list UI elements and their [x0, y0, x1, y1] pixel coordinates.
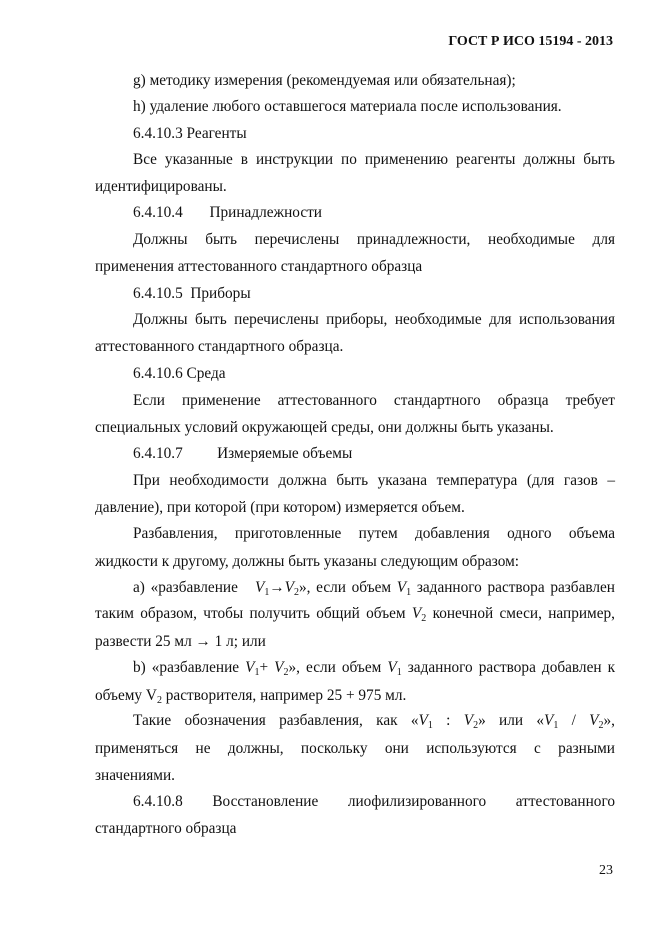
text-line	[95, 740, 615, 758]
text-line	[133, 311, 615, 329]
text-segment: 6.4.10.8 Восстановление лиофилизированного аттестованного	[133, 793, 615, 810]
subscript: 1	[396, 667, 402, 678]
subscript: 1	[427, 720, 433, 731]
variable: V	[589, 712, 599, 729]
text-segment: объему V	[95, 687, 157, 704]
text-segment: стандартного образца	[95, 820, 237, 837]
text-segment: заданного раствора разбавлен	[411, 579, 615, 596]
text-segment: »,	[603, 712, 616, 729]
text-segment: конечной смеси, например,	[426, 605, 615, 622]
text-segment: 6.4.10.5 Приборы	[133, 285, 251, 302]
text-segment: При необходимости должна быть указана температура (для газов –	[133, 472, 615, 489]
variable: V	[396, 579, 407, 596]
text-line	[95, 338, 615, 356]
text-segment: 6.4.10.3 Реагенты	[133, 125, 247, 142]
text-segment: аттестованного стандартного образца.	[95, 338, 344, 355]
subscript: 1	[406, 587, 412, 598]
text-line	[133, 98, 615, 116]
subscript: 2	[156, 695, 162, 706]
subscript: 1	[254, 667, 260, 678]
text-segment: », если объем	[288, 659, 388, 676]
text-segment: заданного раствора добавлен к	[401, 659, 616, 676]
subscript: 1	[553, 720, 559, 731]
text-line	[133, 204, 615, 222]
variable: V	[284, 579, 294, 596]
page-number: 23	[599, 863, 613, 878]
text-line	[95, 767, 615, 785]
text-segment: а) «разбавление	[133, 579, 255, 596]
document-header: ГОСТ Р ИСО 15194 - 2013	[448, 34, 613, 49]
text-line	[133, 472, 615, 490]
text-line	[95, 820, 615, 838]
text-segment: :	[432, 712, 464, 729]
text-segment: идентифицированы.	[95, 178, 227, 195]
text-segment: специальных условий окружающей среды, они должны быть указаны.	[95, 419, 554, 436]
text-segment: h) удаление любого оставшегося материала после использования.	[133, 98, 562, 115]
text-segment: Разбавления, приготовленные путем добавления одного объема	[133, 525, 615, 542]
text-line	[95, 605, 615, 623]
text-segment: →	[269, 579, 285, 596]
text-segment: +	[259, 659, 275, 676]
text-segment: применяться не должны, поскольку они используются с разными	[95, 740, 615, 757]
text-segment: давление), при которой (при котором) измеряется объем.	[95, 499, 465, 516]
subscript: 1	[264, 587, 270, 598]
text-segment: 6.4.10.6 Среда	[133, 365, 226, 382]
text-segment: Должны быть перечислены принадлежности, необходимые для	[133, 231, 615, 248]
text-segment: Должны быть перечислены приборы, необходимые для использования	[133, 311, 615, 328]
text-segment: Такие обозначения разбавления, как «	[133, 712, 419, 729]
variable: V	[387, 659, 397, 676]
text-line	[95, 419, 615, 437]
text-line	[95, 178, 615, 196]
text-line	[133, 793, 615, 811]
subscript: 2	[283, 667, 289, 678]
text-line	[133, 151, 615, 169]
text-line	[133, 659, 615, 677]
text-line	[133, 525, 615, 543]
text-line	[95, 553, 615, 571]
text-segment: развести 25 мл → 1 л; или	[95, 633, 266, 650]
text-segment: », если объем	[299, 579, 397, 596]
text-line	[133, 712, 615, 730]
text-segment: значениями.	[95, 767, 175, 784]
variable: V	[254, 579, 265, 596]
text-line	[133, 231, 615, 249]
variable: V	[463, 712, 474, 729]
subscript: 2	[473, 720, 479, 731]
text-segment: 6.4.10.4 Принадлежности	[133, 204, 322, 221]
text-line	[133, 445, 615, 463]
text-line	[133, 125, 615, 143]
text-line	[133, 285, 615, 303]
text-line	[95, 687, 615, 705]
variable: V	[543, 712, 554, 729]
text-line	[133, 72, 615, 90]
text-line	[133, 365, 615, 383]
text-line	[95, 258, 615, 276]
text-segment: 6.4.10.7 Измеряемые объемы	[133, 445, 353, 462]
text-segment: жидкости к другому, должны быть указаны следующим образом:	[95, 553, 520, 570]
subscript: 2	[598, 720, 604, 731]
text-segment: применения аттестованного стандартного образца	[95, 258, 423, 275]
text-segment: таким образом, чтобы получить общий объем	[95, 605, 412, 622]
variable: V	[418, 712, 428, 729]
subscript: 2	[421, 613, 427, 624]
variable: V	[274, 659, 284, 676]
text-line	[95, 633, 615, 651]
subscript: 2	[294, 587, 299, 598]
text-line	[133, 579, 615, 597]
variable: V	[245, 659, 255, 676]
text-segment: b) «разбавление	[133, 659, 246, 676]
text-line	[95, 499, 615, 517]
text-line	[133, 392, 615, 410]
text-segment: g) методику измерения (рекомендуемая или обязательная);	[133, 72, 516, 89]
text-segment: » или «	[478, 712, 544, 729]
text-segment: Все указанные в инструкции по применению реагенты должны быть	[133, 151, 615, 168]
text-segment: /	[558, 712, 590, 729]
text-segment: растворителя, например 25 + 975 мл.	[161, 687, 407, 704]
text-segment: Если применение аттестованного стандартного образца требует	[133, 392, 615, 409]
variable: V	[411, 605, 422, 622]
